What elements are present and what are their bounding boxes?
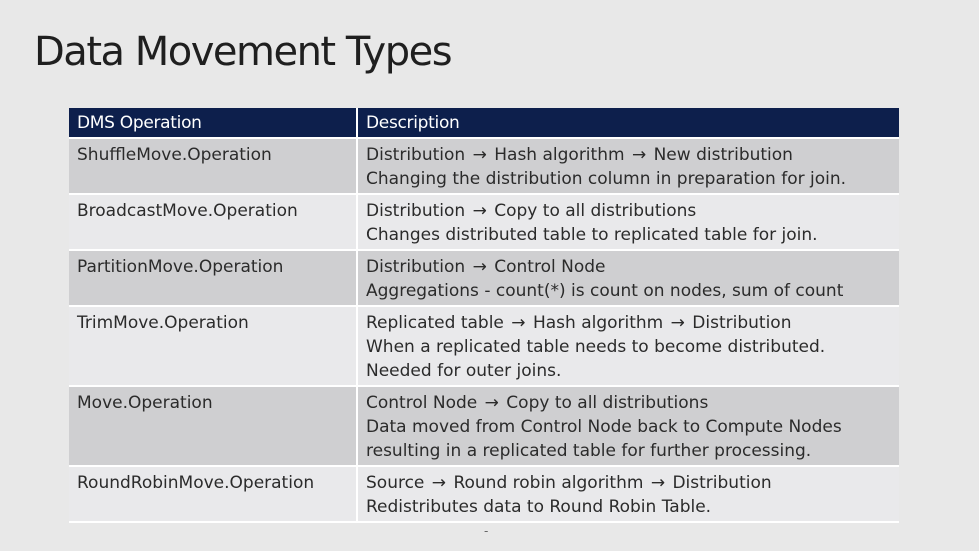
description-line: Redistributes data to Round Robin Table.	[366, 497, 712, 517]
table-row	[69, 467, 899, 523]
flow-line	[366, 199, 891, 223]
page-title: Data Movement Types	[34, 29, 452, 75]
flow-step: Source	[366, 473, 425, 493]
arrow-right-icon: →	[484, 393, 499, 413]
description-line: Changes distributed table to replicated table for join.	[366, 225, 818, 245]
operation-description	[358, 139, 899, 195]
operation-name: PartitionMove.Operation	[69, 251, 358, 307]
table-row	[69, 139, 899, 195]
slide-footnote: -	[484, 524, 489, 538]
flow-step: Round robin algorithm	[453, 473, 644, 493]
description-line: resulting in a replicated table for further processing.	[366, 441, 812, 461]
flow-line	[366, 143, 891, 167]
operation-name: ShuffleMove.Operation	[69, 139, 358, 195]
operation-name: Move.Operation	[69, 387, 358, 467]
dms-operations-table	[69, 108, 899, 523]
flow-step: Distribution	[366, 257, 466, 277]
flow-line	[366, 391, 891, 415]
flow-step: Distribution	[692, 313, 792, 333]
arrow-right-icon: →	[472, 145, 487, 165]
flow-line	[366, 471, 891, 495]
table-row	[69, 251, 899, 307]
operation-name: TrimMove.Operation	[69, 307, 358, 387]
flow-step: Distribution	[672, 473, 772, 493]
arrow-right-icon: →	[650, 473, 666, 493]
description-line: Needed for outer joins.	[366, 361, 562, 381]
flow-step: Control Node	[366, 393, 478, 413]
operation-description	[358, 307, 899, 387]
description-line: When a replicated table needs to become distributed.	[366, 337, 826, 357]
flow-step: New distribution	[653, 145, 793, 165]
flow-step: Distribution	[366, 145, 466, 165]
flow-step: Copy to all distributions	[494, 201, 697, 221]
arrow-right-icon: →	[431, 473, 447, 493]
table-header-row	[69, 108, 899, 139]
flow-line	[366, 311, 891, 335]
table-row	[69, 195, 899, 251]
description-line: Changing the distribution column in preparation for join.	[366, 169, 847, 189]
arrow-right-icon: →	[670, 313, 685, 333]
column-header-description: Description	[358, 108, 899, 139]
operation-name: BroadcastMove.Operation	[69, 195, 358, 251]
table-row	[69, 307, 899, 387]
arrow-right-icon: →	[511, 313, 526, 333]
arrow-right-icon: →	[631, 145, 647, 165]
table-row	[69, 387, 899, 467]
flow-step: Replicated table	[366, 313, 504, 333]
arrow-right-icon: →	[472, 201, 487, 221]
flow-step: Distribution	[366, 201, 466, 221]
column-header-operation: DMS Operation	[69, 108, 358, 139]
flow-step: Hash algorithm	[532, 313, 664, 333]
operation-description	[358, 387, 899, 467]
operation-description	[358, 467, 899, 523]
flow-line	[366, 255, 891, 279]
flow-step: Control Node	[494, 257, 606, 277]
flow-step: Hash algorithm	[494, 145, 625, 165]
description-line: Aggregations - count(*) is count on nodes, sum of count	[366, 281, 844, 301]
flow-step: Copy to all distributions	[506, 393, 709, 413]
operation-description	[358, 251, 899, 307]
description-line: Data moved from Control Node back to Compute Nodes	[366, 417, 842, 437]
arrow-right-icon: →	[472, 257, 487, 277]
operation-name: RoundRobinMove.Operation	[69, 467, 358, 523]
table-body	[69, 139, 899, 523]
operation-description	[358, 195, 899, 251]
